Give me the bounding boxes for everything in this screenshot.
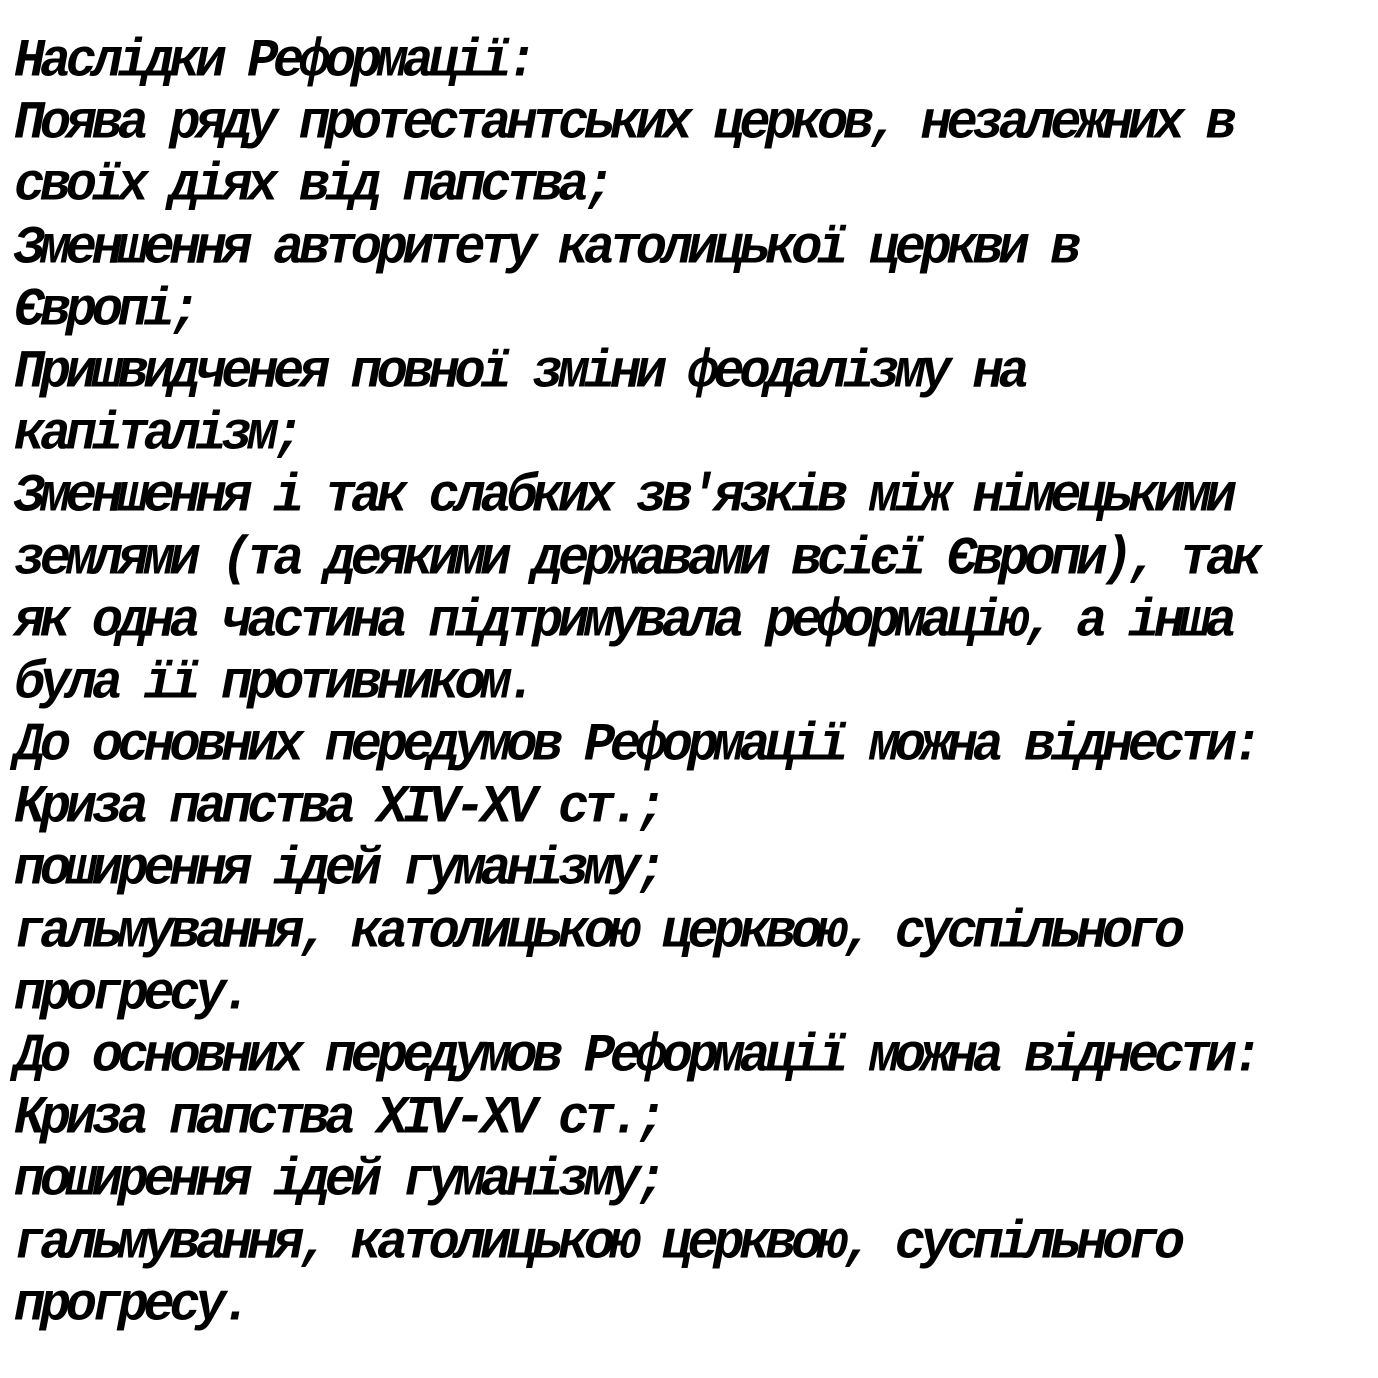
text-line: прогресу. [14, 963, 248, 1025]
text-line: своїх діях від папства; [14, 155, 610, 217]
text-line: Зменшення і так слабких зв'язків між німецькими [14, 466, 1232, 528]
text-line: Криза папства XIV-XV ст.; [14, 777, 662, 839]
text-line: Поява ряду протестантських церков, незалежних в [14, 92, 1232, 155]
heading-preconditions-repeat: До основних передумов Реформації можна віднести: [14, 1025, 1258, 1088]
heading-consequences: Наслідки Реформації: [14, 30, 533, 93]
text-line: Європі; [14, 279, 196, 341]
text-line: була її противником. [14, 652, 533, 715]
text-line: гальмування, католицькою церквою, суспільного [14, 901, 1180, 963]
text-line: землями (та деякими державами всієї Європи), так [14, 528, 1258, 590]
heading-preconditions: До основних передумов Реформації можна віднести: [14, 714, 1258, 777]
text-line: гальмування, католицькою церквою, суспільного [14, 1212, 1180, 1274]
text-line: Криза папства XIV-XV ст.; [14, 1087, 662, 1150]
text-line: Зменшення авторитету католицької церкви в [14, 217, 1077, 279]
text-line: прогресу. [14, 1274, 248, 1336]
text-line: як одна частина підтримувала реформацію, а інша [14, 590, 1232, 652]
text-line: капіталізм; [14, 403, 299, 466]
text-line: Пришвидченея повної зміни феодалізму на [14, 341, 1025, 404]
text-line: поширення ідей гуманізму; [14, 839, 662, 901]
text-line: поширення ідей гуманізму; [14, 1150, 662, 1212]
